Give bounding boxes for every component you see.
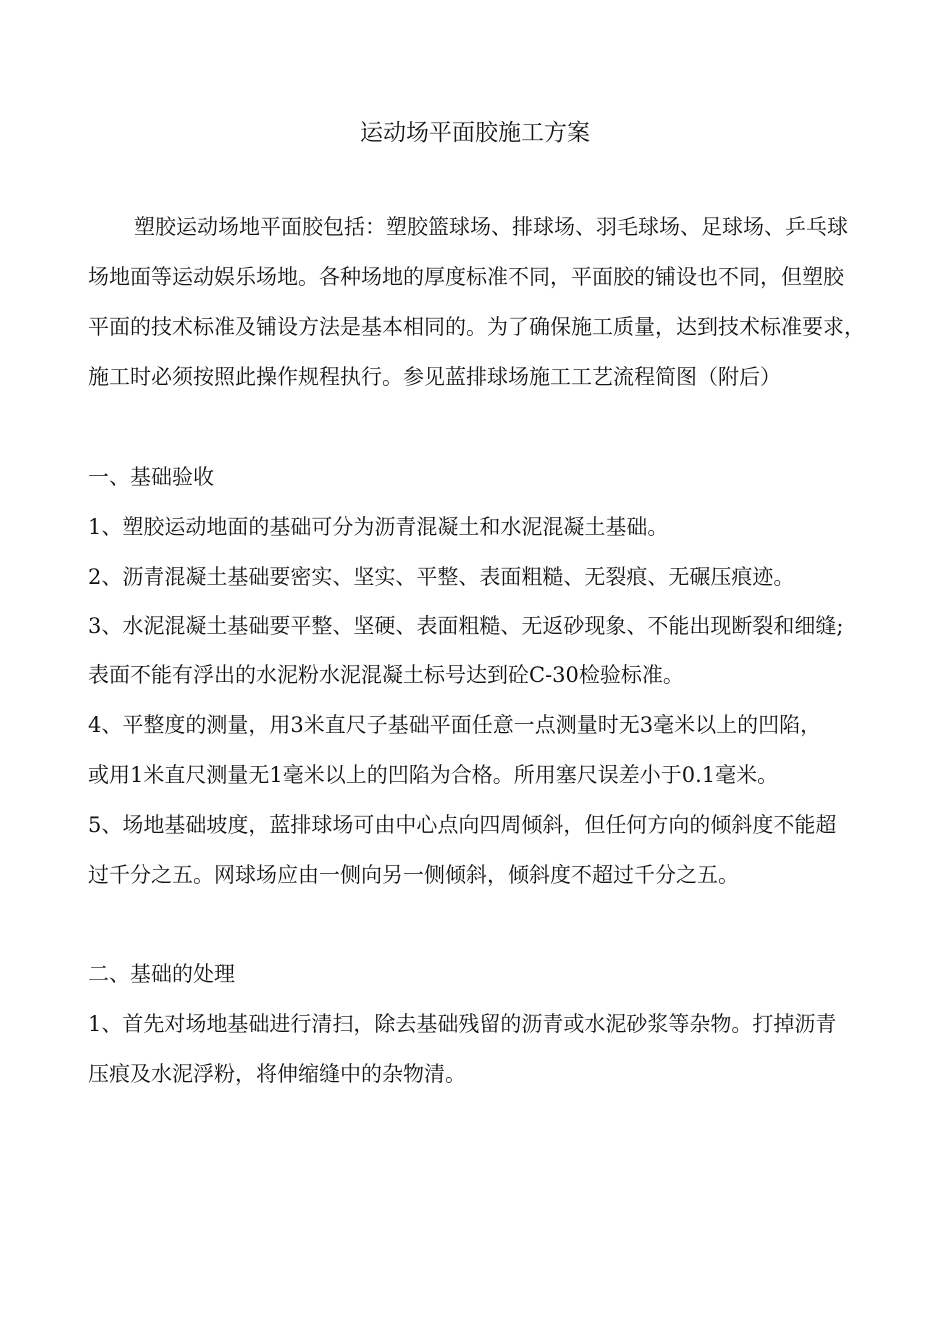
section-line: 压痕及水泥浮粉，将伸缩缝中的杂物清。	[88, 1062, 466, 1086]
section-line: 4、平整度的测量，用3米直尺子基础平面任意一点测量时无3毫米以上的凹陷，	[88, 713, 822, 737]
section-line: 或用1米直尺测量无1毫米以上的凹陷为合格。所用塞尺误差小于0.1毫米。	[88, 763, 779, 787]
intro-line: 平面的技术标准及铺设方法是基本相同的。为了确保施工质量，达到技术标准要求，	[88, 315, 865, 339]
intro-line: 塑胶运动场地平面胶包括：塑胶篮球场、排球场、羽毛球场、足球场、乒乓球	[134, 215, 848, 239]
intro-line: 施工时必须按照此操作规程执行。参见蓝排球场施工工艺流程简图（附后）	[88, 365, 781, 389]
section-line: 2、沥青混凝土基础要密实、坚实、平整、表面粗糙、无裂痕、无碾压痕迹。	[88, 565, 795, 589]
section-heading: 二、基础的处理	[88, 962, 235, 986]
section-line: 过千分之五。网球场应由一侧向另一侧倾斜，倾斜度不超过千分之五。	[88, 863, 739, 887]
document-title: 运动场平面胶施工方案	[360, 120, 590, 146]
section-line: 1、塑胶运动地面的基础可分为沥青混凝土和水泥混凝土基础。	[88, 515, 669, 539]
section-line: 5、场地基础坡度，蓝排球场可由中心点向四周倾斜，但任何方向的倾斜度不能超	[88, 813, 837, 837]
section-line: 表面不能有浮出的水泥粉水泥混凝土标号达到砼C-30检验标准。	[88, 663, 684, 687]
section-heading: 一、基础验收	[88, 465, 214, 489]
intro-line: 场地面等运动娱乐场地。各种场地的厚度标准不同，平面胶的铺设也不同，但塑胶	[88, 265, 844, 289]
section-line: 1、首先对场地基础进行清扫，除去基础残留的沥青或水泥砂浆等杂物。打掉沥青	[88, 1012, 837, 1036]
section-line: 3、水泥混凝土基础要平整、坚硬、表面粗糙、无返砂现象、不能出现断裂和细缝;	[88, 614, 844, 638]
